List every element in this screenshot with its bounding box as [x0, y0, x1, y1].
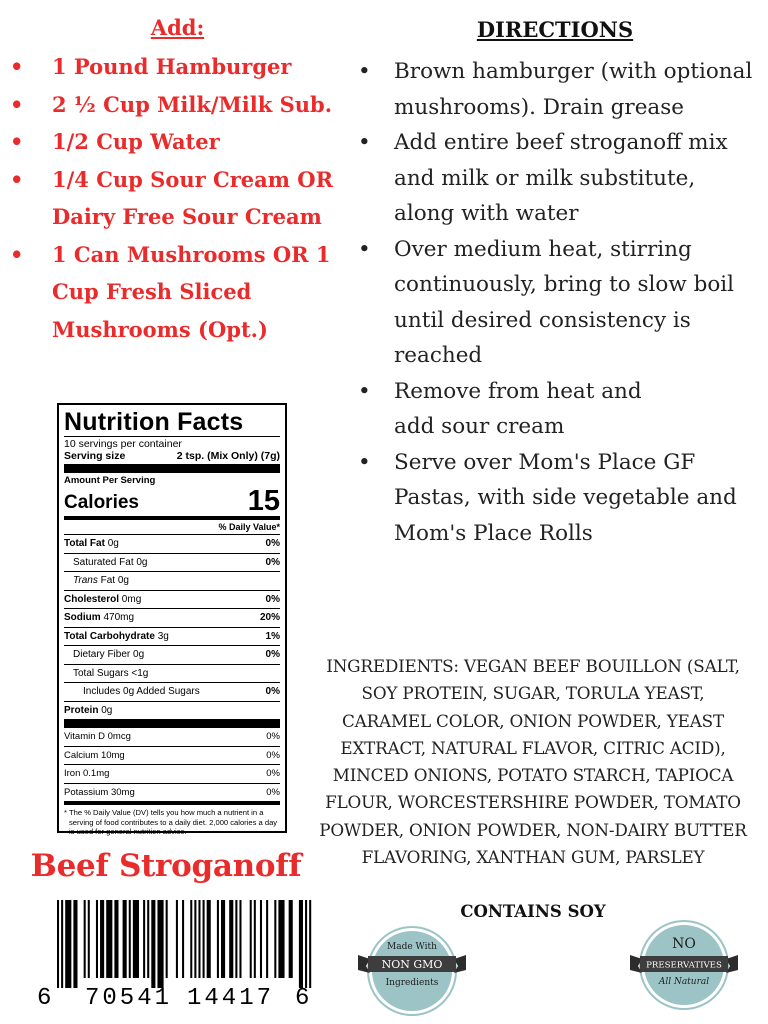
directions-heading: DIRECTIONS: [476, 17, 634, 42]
nutrient-dv: 20%: [259, 612, 280, 623]
barcode-digit-system: 6: [37, 985, 52, 1010]
list-item: [356, 445, 760, 552]
bullet-icon: •: [358, 130, 371, 155]
nutrient-row-total-carbohydrate: [64, 627, 280, 646]
nutrient-amount: 0g: [133, 649, 145, 660]
bullet-icon: •: [10, 54, 24, 79]
nutrition-facts-panel: [57, 403, 287, 836]
nutrient-label: Total Carbohydrate: [64, 630, 155, 642]
nutrient-label: Protein: [64, 704, 99, 716]
bullet-icon: •: [358, 378, 371, 404]
nutrient-row-trans-fat: [64, 571, 280, 590]
direction-text: Over medium heat, stirring continuously, bring to slow boil until desired consistency is reached: [394, 236, 735, 368]
barcode-bar: [299, 900, 303, 988]
barcode-bar: [166, 900, 168, 978]
servings-per-container: 10 servings per container: [64, 438, 182, 450]
calories-value: 15: [247, 485, 280, 517]
add-item-text: 1 Can Mushrooms OR 1 Cup Fresh Sliced Mushrooms (Opt.): [52, 241, 331, 342]
nutrient-dv: 0%: [265, 538, 280, 549]
add-item-text: 1/2 Cup Water: [52, 129, 220, 154]
nutrient-row-cholesterol: [64, 590, 280, 609]
bullet-icon: •: [10, 91, 24, 117]
direction-text: Add entire beef stroganoff mix and milk or milk substitute, along with water: [394, 130, 728, 226]
nutrient-row-sodium: [64, 608, 280, 627]
nutrient-amount: 0g: [136, 556, 148, 568]
nutrient-dv: 0%: [265, 556, 280, 568]
badge-bottom-text: Ingredients: [385, 978, 439, 988]
divider: [64, 436, 280, 437]
list-item: [356, 54, 760, 125]
nutrient-label: Calcium 10mg: [64, 749, 125, 761]
barcode-bar: [147, 900, 149, 978]
barcode-bar: [129, 900, 131, 978]
list-item: [356, 125, 760, 232]
barcode-bar: [182, 900, 184, 978]
barcode-bar: [278, 900, 284, 978]
list-item: [10, 236, 362, 349]
nutrient-amount: 0mg: [121, 593, 142, 605]
nutrient-dv: 0%: [266, 731, 280, 742]
ingredients-text: INGREDIENTS: VEGAN BEEF BOUILLON (SALT, SOY PROTEIN, SUGAR, TORULA YEAST, CARAMEL COLOR, ONION POWDER, YEAST EXTRACT, NATURAL FLAVOR, CITRIC ACID), MINCED ONIONS, POTATO STARCH, TAPIOCA FLOUR, WORCESTERSHIRE POWDER, TOMATO POWDER, ONION POWDER, NON-DAIRY BUTTER FLAVORING, XANTHAN GUM, PARSLEY: [319, 656, 747, 868]
bullet-icon: •: [358, 59, 371, 84]
nutrient-amount: 3g: [157, 630, 169, 642]
footnote-text: The % Daily Value (DV) tells you how much a nutrient in a serving of food contributes to a daily diet. 2,000 calories a day is used for general nutrition advice.: [69, 808, 278, 836]
barcode-bar: [157, 900, 163, 988]
nutrient-dv: 0%: [266, 786, 280, 798]
serving-size-value: 2 tsp. (Mix Only) (7g): [176, 450, 280, 462]
divider: [64, 801, 280, 805]
list-item: [10, 48, 362, 86]
add-list: [10, 48, 362, 348]
add-item-text: 1/4 Cup Sour Cream OR Dairy Free Sour Cream: [52, 166, 334, 229]
barcode-bars: [57, 900, 311, 988]
nutrient-amount: 0g: [101, 704, 113, 716]
bullet-icon: •: [358, 449, 371, 475]
nutrient-label: Potassium 30mg: [64, 786, 135, 798]
calories-row: [64, 486, 280, 516]
barcode-bar: [260, 900, 262, 978]
serving-size-row: [64, 450, 280, 462]
barcode-bar: [221, 900, 225, 978]
list-item: [10, 86, 362, 124]
nutrient-amount: <1g: [131, 667, 149, 679]
barcode-bar: [250, 900, 252, 978]
barcode-bar: [198, 900, 200, 978]
barcode-bar: [289, 900, 293, 978]
directions-list: [356, 54, 760, 551]
nutrient-row-vitamin-d: [64, 728, 280, 746]
barcode-digit-check: 6: [295, 985, 310, 1010]
nutrient-label: Dietary Fiber: [73, 649, 131, 660]
barcode-bar: [190, 900, 192, 978]
nutrient-label: Fat: [97, 575, 116, 586]
barcode-bar: [143, 900, 145, 978]
barcode-bar: [123, 900, 127, 978]
barcode-bar: [151, 900, 155, 988]
nutrient-row-total-fat: [64, 534, 280, 553]
nutrient-dv: 0%: [266, 749, 280, 761]
nutrient-amount: 0g: [107, 538, 119, 549]
barcode-digits-right: 14417: [187, 985, 275, 1010]
barcode: [35, 892, 325, 1010]
barcode-bar: [309, 900, 311, 988]
add-item-text: 1 Pound Hamburger: [52, 54, 292, 79]
barcode-bar: [114, 900, 118, 978]
nutrient-label: Total Fat: [64, 538, 105, 549]
nutrient-dv: 0%: [266, 768, 280, 779]
direction-text: Brown hamburger (with optional mushrooms). Drain grease: [394, 59, 753, 120]
list-item: [356, 232, 760, 374]
nutrient-label: Total Sugars: [73, 667, 129, 679]
nutrient-row-dietary-fiber: [64, 645, 280, 664]
nutrient-label: Cholesterol: [64, 593, 120, 605]
nutrition-title: Nutrition Facts: [64, 408, 244, 436]
list-item: [356, 374, 760, 445]
nutrient-row-calcium: [64, 746, 280, 765]
barcode-bar: [266, 900, 268, 978]
bullet-icon: •: [358, 236, 371, 262]
barcode-bar: [100, 900, 104, 978]
nutrient-label: Includes 0g Added Sugars: [83, 686, 200, 697]
badge-bottom-text: All Natural: [658, 977, 710, 987]
nutrient-label: Vitamin D 0mcg: [64, 731, 131, 742]
direction-text: Remove from heat and add sour cream: [394, 378, 642, 439]
barcode-bar: [203, 900, 205, 978]
barcode-bar: [235, 900, 237, 978]
badge-top-text: NO: [672, 936, 696, 952]
nutrient-dv: 0%: [265, 593, 280, 605]
divider: [64, 719, 280, 728]
nutrient-dv: 0%: [265, 649, 280, 660]
nutrition-footnote: [64, 808, 280, 837]
divider: [64, 464, 280, 473]
bullet-icon: •: [10, 241, 24, 267]
barcode-bar: [239, 900, 241, 978]
barcode-bar: [305, 900, 307, 988]
allergen-statement: CONTAINS SOY: [460, 902, 606, 921]
barcode-bar: [194, 900, 196, 978]
barcode-bar: [254, 900, 256, 978]
barcode-bar: [88, 900, 90, 978]
nutrient-label: Sodium: [64, 612, 101, 623]
nutrient-row-protein: [64, 701, 280, 720]
barcode-bar: [57, 900, 59, 988]
barcode-bar: [84, 900, 86, 978]
list-item: [10, 123, 362, 161]
nutrient-label-italic: Trans: [73, 575, 98, 586]
direction-text: Serve over Mom's Place GF Pastas, with side vegetable and Mom's Place Rolls: [394, 449, 737, 546]
nutrient-amount: 0g: [117, 575, 129, 586]
nutrient-dv: 1%: [265, 630, 280, 642]
badge-ribbon-text: NON GMO: [381, 958, 443, 971]
nutrient-row-saturated-fat: [64, 553, 280, 572]
list-item: [10, 161, 362, 236]
bullet-icon: •: [10, 166, 24, 192]
barcode-bar: [106, 900, 112, 978]
nutrient-label: Saturated Fat: [73, 556, 134, 568]
barcode-bar: [133, 900, 139, 978]
serving-size-label: Serving size: [64, 450, 126, 462]
barcode-bar: [229, 900, 233, 978]
badge-ribbon-text: PRESERVATIVES: [646, 960, 722, 971]
barcode-bar: [207, 900, 211, 978]
daily-value-header: % Daily Value*: [218, 522, 280, 532]
add-heading: Add:: [150, 15, 205, 40]
calories-label: Calories: [64, 492, 139, 513]
nutrient-row-added-sugars: [64, 682, 280, 701]
add-item-text: 2 ½ Cup Milk/Milk Sub.: [52, 91, 333, 117]
amount-per-serving: Amount Per Serving: [64, 475, 156, 486]
barcode-bar: [176, 900, 178, 978]
nutrient-row-total-sugars: [64, 664, 280, 683]
barcode-bar: [61, 900, 63, 988]
no-preservatives-badge: [628, 920, 740, 1010]
bullet-icon: •: [10, 129, 24, 154]
barcode-bar: [274, 900, 276, 978]
barcode-bar: [65, 900, 71, 988]
badge-top-text: Made With: [387, 942, 437, 952]
nutrient-label: Iron 0.1mg: [64, 768, 110, 779]
nutrient-amount: 470mg: [103, 612, 135, 623]
footnote-asterisk: *: [64, 808, 67, 817]
barcode-bar: [73, 900, 77, 988]
nutrient-row-potassium: [64, 783, 280, 802]
nutrient-row-iron: [64, 764, 280, 783]
barcode-bar: [96, 900, 98, 978]
nutrient-dv: 0%: [265, 686, 280, 697]
barcode-bar: [217, 900, 219, 978]
product-name: Beef Stroganoff: [30, 848, 302, 884]
barcode-digits-left: 70541: [85, 985, 173, 1010]
non-gmo-badge: [356, 926, 468, 1016]
